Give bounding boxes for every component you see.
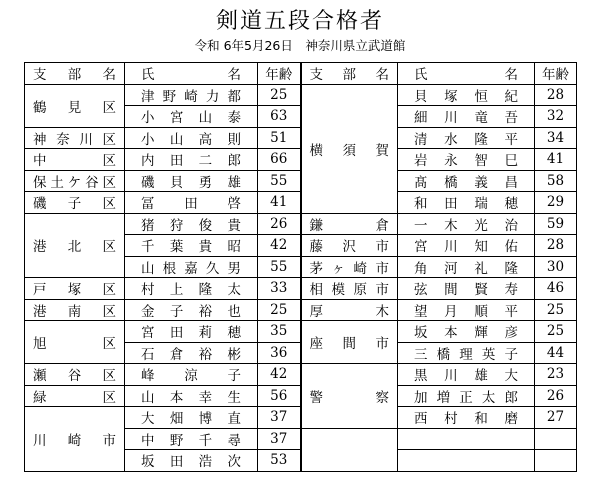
name-cell: 大畑博直 — [125, 407, 258, 429]
name-cell: 中野千尋 — [125, 428, 258, 450]
branch-cell: 戸塚区 — [25, 278, 125, 300]
branch-cell: 横須賀 — [301, 84, 398, 213]
name-cell: 磯貝勇雄 — [125, 170, 258, 192]
age-cell: 51 — [258, 127, 301, 149]
document-subtitle: 令和 6年5月26日 神奈川県立武道館 — [194, 38, 406, 53]
header-branch: 支部名 — [25, 63, 125, 85]
name-cell: 西村和磨 — [398, 407, 535, 429]
name-cell: 弦間賢寿 — [398, 278, 535, 300]
name-cell: 加増正太郎 — [398, 385, 535, 407]
name-cell: 一木光治 — [398, 213, 535, 235]
age-cell: 30 — [535, 256, 577, 278]
branch-cell: 保土ケ谷区 — [25, 170, 125, 192]
branch-cell: 中区 — [25, 149, 125, 171]
age-cell: 56 — [258, 385, 301, 407]
age-cell: 37 — [258, 428, 301, 450]
age-cell: 25 — [535, 321, 577, 343]
name-cell: 金子裕也 — [125, 299, 258, 321]
age-cell: 66 — [258, 149, 301, 171]
branch-cell: 港北区 — [25, 213, 125, 278]
age-cell: 25 — [258, 299, 301, 321]
name-cell: 黒川雄大 — [398, 364, 535, 386]
name-cell: 冨田啓 — [125, 192, 258, 214]
age-cell: 28 — [535, 235, 577, 257]
age-cell: 55 — [258, 170, 301, 192]
name-cell: 望月順平 — [398, 299, 535, 321]
age-cell: 37 — [258, 407, 301, 429]
age-cell: 29 — [535, 192, 577, 214]
age-cell: 35 — [258, 321, 301, 343]
name-cell: 村上隆太 — [125, 278, 258, 300]
branch-cell: 茅ヶ崎市 — [301, 256, 398, 278]
table-row — [25, 278, 577, 300]
branch-cell: 磯子区 — [25, 192, 125, 214]
age-cell: 42 — [258, 235, 301, 257]
name-cell: 石倉裕彬 — [125, 342, 258, 364]
age-cell: 25 — [535, 299, 577, 321]
header-row — [25, 63, 577, 85]
age-cell: 23 — [535, 364, 577, 386]
branch-cell: 神奈川区 — [25, 127, 125, 149]
age-cell: 32 — [535, 106, 577, 128]
name-cell: 坂田浩次 — [125, 450, 258, 472]
name-cell: 山本幸生 — [125, 385, 258, 407]
header-name: 氏名 — [398, 63, 535, 85]
name-cell: 髙橋義昌 — [398, 170, 535, 192]
age-cell — [535, 428, 577, 450]
document-title: 剣道五段合格者 — [215, 9, 384, 34]
age-cell: 42 — [258, 364, 301, 386]
name-cell: 峰涼子 — [125, 364, 258, 386]
branch-cell: 厚木 — [301, 299, 398, 321]
branch-cell: 座間市 — [301, 321, 398, 364]
name-cell: 岩永智巳 — [398, 149, 535, 171]
age-cell: 33 — [258, 278, 301, 300]
age-cell: 41 — [258, 192, 301, 214]
name-cell: 和田瑞穂 — [398, 192, 535, 214]
age-cell: 25 — [258, 84, 301, 106]
table-row — [25, 84, 577, 106]
name-cell: 小山高則 — [125, 127, 258, 149]
branch-cell: 港南区 — [25, 299, 125, 321]
name-cell: 細川竜吾 — [398, 106, 535, 128]
name-cell: 宮川知佑 — [398, 235, 535, 257]
name-cell: 貝塚恒紀 — [398, 84, 535, 106]
table-row — [25, 321, 577, 343]
age-cell: 26 — [258, 213, 301, 235]
branch-cell — [301, 428, 398, 471]
name-cell: 内田二郎 — [125, 149, 258, 171]
table-row — [25, 213, 577, 235]
branch-cell: 鎌倉 — [301, 213, 398, 235]
branch-cell: 緑区 — [25, 385, 125, 407]
branch-cell: 警察 — [301, 364, 398, 429]
header-age: 年齢 — [535, 63, 577, 85]
age-cell: 59 — [535, 213, 577, 235]
name-cell: 小宮山泰 — [125, 106, 258, 128]
header-age: 年齢 — [258, 63, 301, 85]
table-row — [25, 299, 577, 321]
name-cell: 津野崎力都 — [125, 84, 258, 106]
age-cell: 36 — [258, 342, 301, 364]
name-cell: 三橋理英子 — [398, 342, 535, 364]
branch-cell: 川崎市 — [25, 407, 125, 472]
branch-cell: 相模原市 — [301, 278, 398, 300]
branch-cell: 旭区 — [25, 321, 125, 364]
age-cell: 34 — [535, 127, 577, 149]
name-cell: 角河礼隆 — [398, 256, 535, 278]
age-cell: 46 — [535, 278, 577, 300]
header-name: 氏名 — [125, 63, 258, 85]
name-cell — [398, 450, 535, 472]
name-cell: 宮田莉穂 — [125, 321, 258, 343]
age-cell: 58 — [535, 170, 577, 192]
age-cell: 63 — [258, 106, 301, 128]
branch-cell: 鶴見区 — [25, 84, 125, 127]
name-cell: 千葉貴昭 — [125, 235, 258, 257]
name-cell: 清水隆平 — [398, 127, 535, 149]
age-cell: 44 — [535, 342, 577, 364]
table-row — [25, 364, 577, 386]
age-cell: 28 — [535, 84, 577, 106]
age-cell: 27 — [535, 407, 577, 429]
branch-cell: 藤沢市 — [301, 235, 398, 257]
name-cell — [398, 428, 535, 450]
name-cell: 山根嘉久男 — [125, 256, 258, 278]
header-branch: 支部名 — [301, 63, 398, 85]
age-cell: 41 — [535, 149, 577, 171]
age-cell — [535, 450, 577, 472]
age-cell: 53 — [258, 450, 301, 472]
name-cell: 坂本輝彦 — [398, 321, 535, 343]
name-cell: 猪狩俊貴 — [125, 213, 258, 235]
branch-cell: 瀬谷区 — [25, 364, 125, 386]
age-cell: 55 — [258, 256, 301, 278]
age-cell: 26 — [535, 385, 577, 407]
results-table — [24, 62, 577, 472]
